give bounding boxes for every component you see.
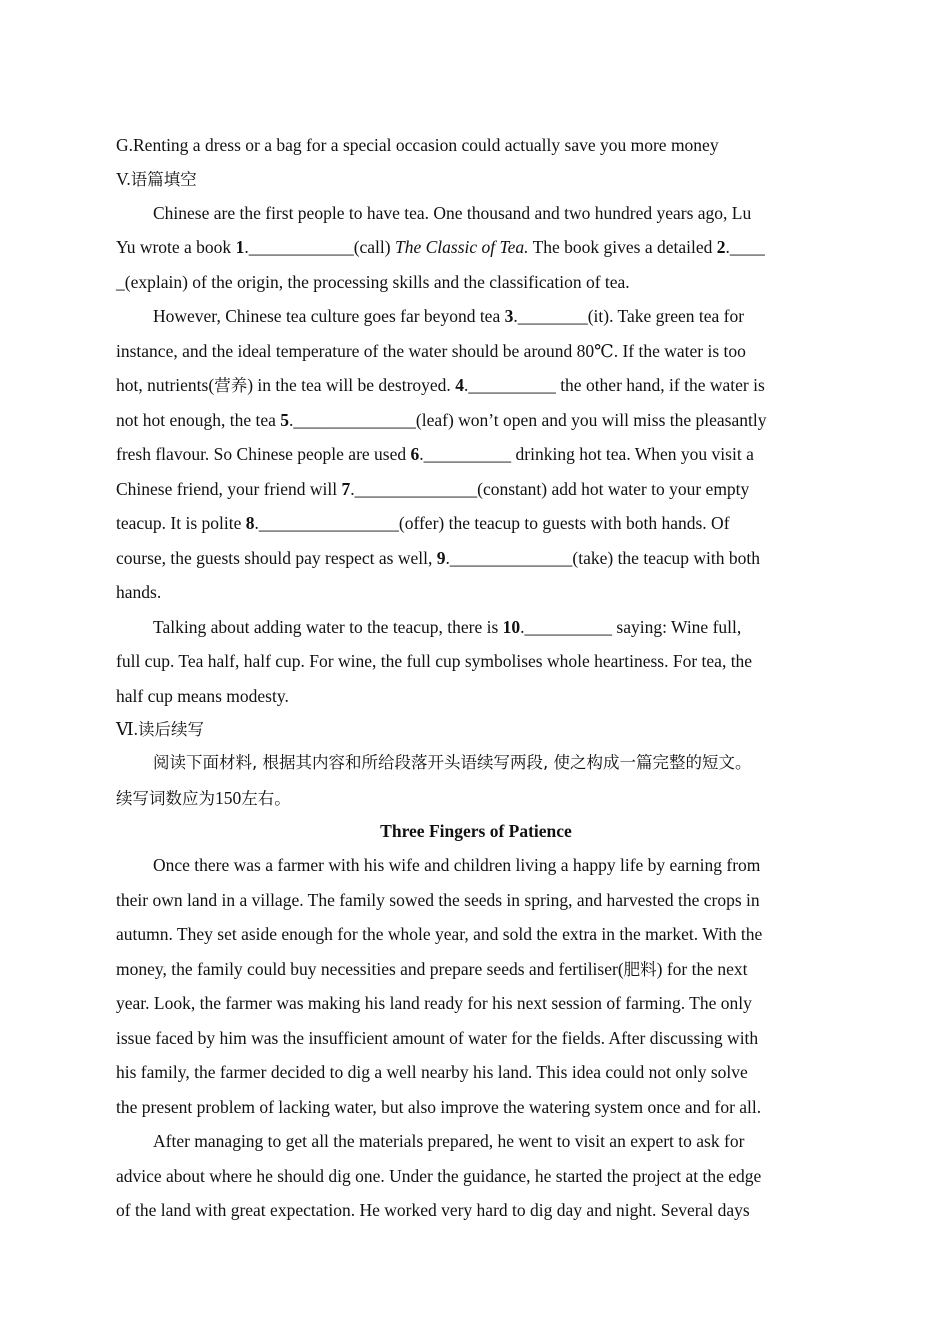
passage-line: of the land with great expectation. He worked very hard to dig day and night. Several days xyxy=(116,1200,750,1220)
passage-line: Once there was a farmer with his wife and children living a happy life by earning from xyxy=(153,855,761,875)
word-count: 150 xyxy=(215,787,242,808)
passage-line: year. Look, the farmer was making his land ready for his next session of farming. The only xyxy=(116,993,752,1013)
blank: .______________(take) the teacup with both xyxy=(445,547,760,568)
passage-line: his family, the farmer decided to dig a well nearby his land. This idea could not only solve xyxy=(116,1062,748,1082)
passage-line: half cup means modesty. xyxy=(116,685,289,706)
passage-line: _(explain) of the origin, the processing skills and the classification of tea. xyxy=(116,271,630,292)
section-6-title: 读后续写 xyxy=(137,720,204,739)
section-5-heading xyxy=(116,163,836,196)
blank: .__________ drinking hot tea. When you visit a xyxy=(419,444,754,464)
passage-line: fresh flavour. So Chinese people are used 6.__________ drinking hot tea. When you visit a xyxy=(116,444,754,464)
blank-number: 9 xyxy=(436,547,446,568)
passage-line: hands. xyxy=(116,582,162,602)
blank-number: 10 xyxy=(502,616,521,637)
section-5-number: V. xyxy=(116,168,131,189)
document-page xyxy=(116,128,836,1228)
section-6-number: Ⅵ. xyxy=(116,719,138,739)
book-title: The Classic of Tea. xyxy=(394,237,529,257)
passage-line: Talking about adding water to the teacup, there is 10.__________ saying: Wine full, xyxy=(153,616,742,637)
blank: .________(it). Take green tea for xyxy=(513,306,745,326)
passage-line: Chinese friend, your friend will 7.______________(constant) add hot water to your empty xyxy=(116,478,750,499)
section-6-heading xyxy=(116,713,836,746)
passage-line: advice about where he should dig one. Under the guidance, he started the project at the edge xyxy=(116,1165,762,1186)
passage-line: hot, nutrients(营养) in the tea will be destroyed. 4.__________ the other hand, if the water is xyxy=(116,375,765,395)
instruction-line: 阅读下面材料, 根据其内容和所给段落开头语续写两段, 使之构成一篇完整的短文。 xyxy=(153,753,752,772)
passage-line: teacup. It is polite 8.________________(offer) the teacup to guests with both hands. Of xyxy=(116,513,730,533)
passage-line: issue faced by him was the insufficient amount of water for the fields. After discussing with xyxy=(116,1027,759,1048)
blank-number: 8 xyxy=(245,513,255,533)
passage-line: full cup. Tea half, half cup. For wine, the full cup symbolises whole heartiness. For tea, the xyxy=(116,651,753,671)
passage-line: Yu wrote a book 1.____________(call) The Classic of Tea. The book gives a detailed 2.____ xyxy=(116,237,765,257)
passage-line: After managing to get all the materials prepared, he went to visit an expert to ask for xyxy=(153,1131,745,1151)
blank: .__________ saying: Wine full, xyxy=(520,616,742,637)
passage-line: Chinese are the first people to have tea. One thousand and two hundred years ago, Lu xyxy=(153,202,752,223)
section-5-title: 语篇填空 xyxy=(130,169,197,189)
passage-line: autumn. They set aside enough for the whole year, and sold the extra in the market. With the xyxy=(116,924,763,944)
blank: .______________(constant) add hot water to your empty xyxy=(350,478,750,499)
passage-line: course, the guests should pay respect as well, 9.______________(take) the teacup with both xyxy=(116,547,760,568)
option-g: G.Renting a dress or a bag for a special occasion could actually save you more money xyxy=(116,135,719,155)
blank-number: 7 xyxy=(341,478,351,499)
story-passage xyxy=(116,848,836,1228)
blank: .____ xyxy=(725,237,765,257)
instruction-line: 续写词数应为150左右。 xyxy=(116,787,291,808)
blank-number: 1 xyxy=(235,237,245,257)
passage-line: instance, and the ideal temperature of the water should be around 80℃. If the water is too xyxy=(116,340,746,361)
blank-number: 5 xyxy=(280,409,290,430)
blank: .________________(offer) the teacup to guests with both hands. Of xyxy=(254,513,730,533)
blank: .__________ the other hand, if the water is xyxy=(463,375,765,395)
passage-line: not hot enough, the tea 5.______________(leaf) won’t open and you will miss the pleasantly xyxy=(116,409,767,430)
story-title: Three Fingers of Patience xyxy=(380,821,572,841)
cloze-passage xyxy=(116,196,836,714)
passage-line: the present problem of lacking water, but also improve the watering system once and for all. xyxy=(116,1096,762,1117)
blank-number: 3 xyxy=(504,306,514,326)
blank-number: 4 xyxy=(455,375,464,395)
passage-line: However, Chinese tea culture goes far beyond tea 3.________(it). Take green tea for xyxy=(153,306,745,326)
passage-line: their own land in a village. The family sowed the seeds in spring, and harvested the crops in xyxy=(116,889,760,910)
blank-number: 2 xyxy=(716,237,726,257)
blank-number: 6 xyxy=(410,444,420,464)
passage-line: money, the family could buy necessities and prepare seeds and fertiliser(肥料) for the next xyxy=(116,958,748,979)
blank: .____________(call) xyxy=(244,237,395,257)
blank: .______________(leaf) won’t open and you will miss the pleasantly xyxy=(289,409,767,430)
